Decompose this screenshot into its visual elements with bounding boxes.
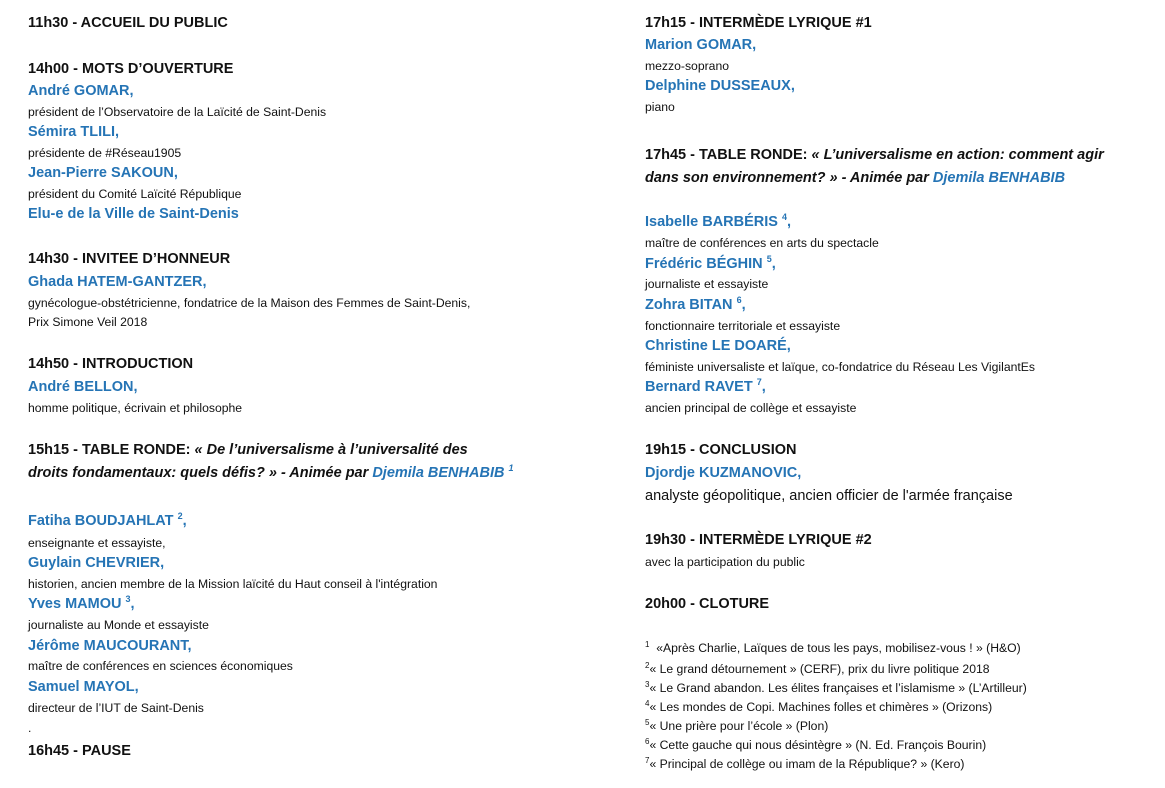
footnote-item	[645, 700, 992, 714]
footnote-ref: 7	[756, 377, 762, 388]
footnote-ref: 1	[508, 463, 514, 474]
heading-pause: 16h45 - PAUSE	[28, 743, 131, 759]
stray-dot: .	[28, 721, 32, 735]
speaker-name: Jérôme MAUCOURANT,	[28, 638, 192, 654]
speaker-name: Ghada HATEM-GANTZER,	[28, 274, 207, 290]
speaker-name: Frédéric BÉGHIN $^5$,	[645, 254, 776, 272]
speaker-name-text: Zohra BITAN	[645, 297, 733, 313]
speaker-name-text: Fatiha BOUDJAHLAT	[28, 513, 174, 529]
speaker-role: ancien principal de collège et essayiste	[645, 401, 857, 415]
footnote-item	[645, 719, 828, 733]
footnote-number: 2	[645, 660, 650, 670]
speaker-role: directeur de l’IUT de Saint-Denis	[28, 701, 204, 715]
session-note: avec la participation du public	[645, 555, 805, 569]
footnote-text: « Les mondes de Copi. Machines folles et chimères » (Orizons)	[649, 700, 993, 714]
heading-intermede-2: 19h30 - INTERMÈDE LYRIQUE #2	[645, 532, 872, 548]
speaker-name: Yves MAMOU $^3$,	[28, 594, 135, 612]
speaker-role: mezzo-soprano	[645, 59, 729, 73]
heading-ouverture: 14h00 - MOTS D’OUVERTURE	[28, 61, 234, 77]
speaker-name: Bernard RAVET $^7$,	[645, 377, 766, 395]
footnote-item	[645, 641, 1021, 655]
heading-cloture: 20h00 - CLOTURE	[645, 596, 770, 612]
footnote-item	[645, 757, 964, 771]
footnote-number: 3	[645, 679, 650, 689]
footnote-ref: 3	[125, 594, 131, 605]
speaker-name: Guylain CHEVRIER,	[28, 555, 165, 571]
speaker-name: Fatiha BOUDJAHLAT $^2$,	[28, 511, 187, 529]
speaker-role: fonctionnaire territoriale et essayiste	[645, 319, 841, 333]
footnote-text: « Une prière pour l’école » (Plon)	[649, 719, 829, 733]
footnote-number: 7	[645, 755, 650, 765]
session-title: « De l’universalisme à l’universalité des	[194, 442, 468, 458]
speaker-role: journaliste et essayiste	[645, 277, 769, 291]
speaker-role: piano	[645, 100, 675, 114]
speaker-name: Elu-e de la Ville de Saint-Denis	[28, 206, 239, 222]
moderator-name: Djemila BENHABIB	[372, 465, 505, 481]
speaker-name: Zohra BITAN $^6$,	[645, 295, 746, 313]
footnote-number: 1	[645, 639, 650, 649]
speaker-name: Isabelle BARBÉRIS $^4$,	[645, 212, 792, 230]
speaker-role: gynécologue-obstétricienne, fondatrice de la Maison des Femmes de Saint-Denis,	[28, 296, 471, 310]
moderator-name: Djemila BENHABIB	[932, 170, 1066, 186]
session-title: droits fondamentaux: quels défis? » - Animée par	[28, 465, 373, 481]
footnote-item	[645, 662, 990, 676]
heading-table-ronde-2	[645, 147, 1104, 163]
speaker-name: Christine LE DOARÉ,	[645, 338, 791, 354]
heading-conclusion: 19h15 - CONCLUSION	[645, 442, 797, 458]
footnote-number: 4	[645, 698, 650, 708]
speaker-role: présidente de #Réseau1905	[28, 146, 182, 160]
footnote-ref: 2	[177, 511, 183, 522]
heading-invitee: 14h30 - INVITEE D’HONNEUR	[28, 251, 231, 267]
footnote-text: « Le Grand abandon. Les élites françaises et l’islamisme » (L’Artilleur)	[649, 681, 1027, 695]
footnote-ref: 6	[736, 295, 742, 306]
heading-table-ronde-2-cont	[645, 170, 1065, 186]
footnote-ref: 4	[782, 212, 788, 223]
speaker-role: président du Comité Laïcité République	[28, 187, 242, 201]
footnote-number: 5	[645, 717, 650, 727]
heading-table-ronde-1	[28, 442, 468, 458]
session-time-label: 15h15 - TABLE RONDE:	[28, 442, 195, 458]
speaker-name: Delphine DUSSEAUX,	[645, 78, 795, 94]
session-title: dans son environnement? » - Animée par	[645, 170, 933, 186]
speaker-name-text: Yves MAMOU	[28, 596, 122, 612]
speaker-role: journaliste au Monde et essayiste	[28, 618, 209, 632]
speaker-role: enseignante et essayiste,	[28, 536, 166, 550]
session-title: « L’universalisme en action: comment agir	[811, 147, 1104, 163]
speaker-name: André BELLON,	[28, 379, 138, 395]
speaker-name: Samuel MAYOL,	[28, 679, 139, 695]
footnote-text: «Après Charlie, Laïques de tous les pays, mobilisez-vous ! » (H&O)	[649, 641, 1021, 655]
speaker-name-text: Frédéric BÉGHIN	[645, 256, 763, 272]
footnote-ref: 5	[766, 254, 772, 265]
speaker-name: Marion GOMAR,	[645, 37, 757, 53]
speaker-role: Prix Simone Veil 2018	[28, 315, 148, 329]
heading-accueil: 11h30 - ACCUEIL DU PUBLIC	[28, 15, 228, 31]
speaker-role: maître de conférences en arts du spectacle	[645, 236, 879, 250]
footnote-text: « Principal de collège ou imam de la République? » (Kero)	[649, 757, 965, 771]
session-time-label: 17h45 - TABLE RONDE:	[645, 147, 812, 163]
footnote-number: 6	[645, 736, 650, 746]
heading-table-ronde-1-cont	[28, 465, 514, 481]
speaker-name: Jean-Pierre SAKOUN,	[28, 165, 178, 181]
speaker-name: Sémira TLILI,	[28, 124, 120, 140]
footnote-text: « Le grand détournement » (CERF), prix du livre politique 2018	[649, 662, 990, 676]
speaker-role: féministe universaliste et laïque, co-fondatrice du Réseau Les VigilantEs	[645, 360, 1035, 374]
heading-intermede-1: 17h15 - INTERMÈDE LYRIQUE #1	[645, 15, 872, 31]
heading-introduction: 14h50 - INTRODUCTION	[28, 356, 194, 372]
footnote-text: « Cette gauche qui nous désintègre » (N. Ed. François Bourin)	[649, 738, 987, 752]
speaker-name: Djordje KUZMANOVIC,	[645, 465, 802, 481]
speaker-name-text: Isabelle BARBÉRIS	[645, 214, 778, 230]
speaker-role: maître de conférences en sciences économiques	[28, 659, 293, 673]
speaker-role: analyste géopolitique, ancien officier de l'armée française	[645, 488, 1013, 504]
footnote-item	[645, 681, 1027, 695]
footnote-item	[645, 738, 986, 752]
speaker-role: homme politique, écrivain et philosophe	[28, 401, 243, 415]
speaker-name-text: Bernard RAVET	[645, 379, 753, 395]
speaker-name: André GOMAR,	[28, 83, 134, 99]
speaker-role: président de l’Observatoire de la Laïcité de Saint-Denis	[28, 105, 327, 119]
speaker-role: historien, ancien membre de la Mission laïcité du Haut conseil à l'intégration	[28, 577, 438, 591]
